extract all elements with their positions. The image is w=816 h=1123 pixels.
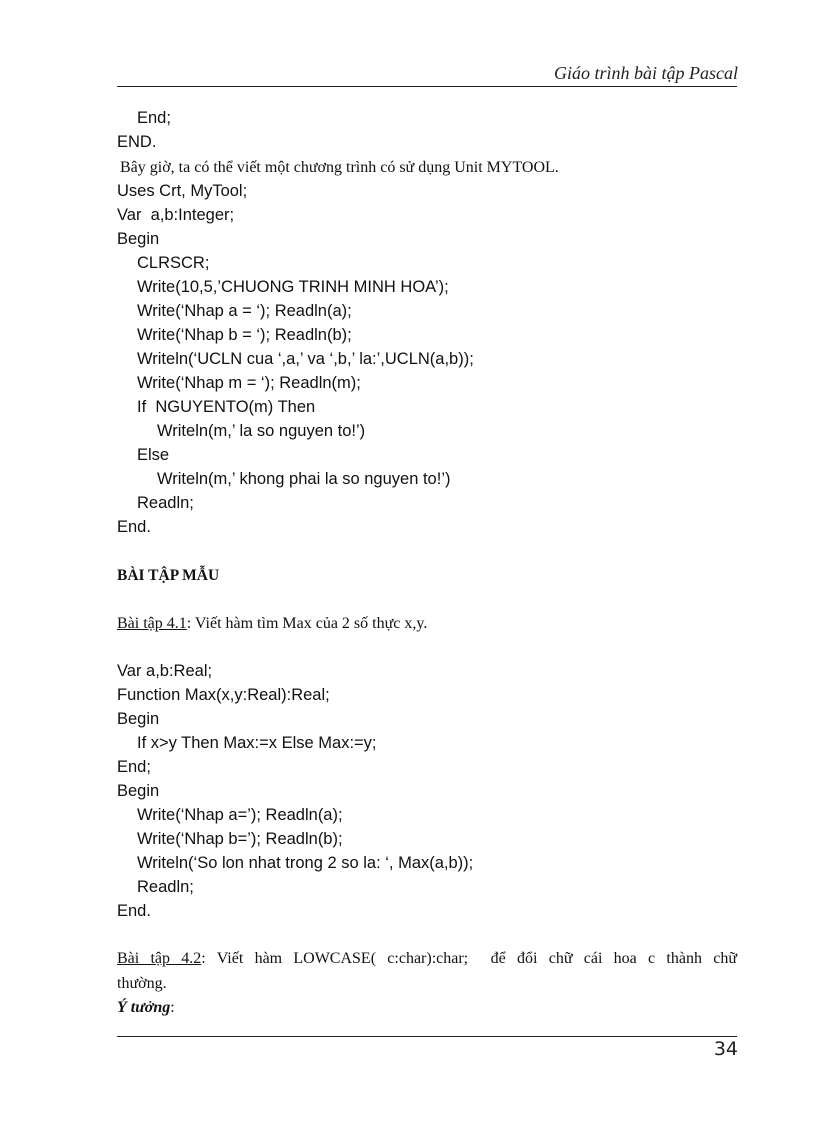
page-number: 34: [713, 1038, 738, 1060]
code-line: Write(‘Nhap a=’); Readln(a);: [137, 806, 343, 824]
code-line: Begin: [117, 230, 160, 248]
idea-label: Ý tưởng: [117, 999, 171, 1016]
code-line: Var a,b:Integer;: [117, 206, 235, 224]
code-line: Var a,b:Real;: [117, 662, 213, 680]
section-heading: BÀI TẬP MẪU: [117, 567, 220, 584]
code-line: If x>y Then Max:=x Else Max:=y;: [137, 734, 377, 752]
code-line: End.: [117, 902, 151, 920]
code-line: Begin: [117, 782, 160, 800]
code-line: Begin: [117, 710, 160, 728]
intro-paragraph: Bây giờ, ta có thể viết một chương trình có sử dụng Unit MYTOOL.: [120, 159, 559, 176]
code-line: Write(‘Nhap m = ‘); Readln(m);: [137, 374, 361, 392]
code-line: End;: [117, 758, 151, 776]
exercise-4-2-label: Bài tập 4.2: [117, 950, 202, 967]
code-line: Writeln(m,’ khong phai la so nguyen to!’): [157, 470, 451, 488]
exercise-4-1-statement: [117, 615, 427, 633]
footer-rule: [117, 1036, 737, 1037]
exercise-4-2-text: : Viết hàm LOWCASE( c:char):char; để đổi chữ cái hoa c thành chữ: [201, 950, 738, 967]
code-line: Writeln(‘So lon nhat trong 2 so la: ‘, Max(a,b));: [137, 854, 474, 872]
code-line: CLRSCR;: [137, 254, 210, 272]
idea-heading: [117, 999, 175, 1017]
idea-colon: :: [170, 999, 175, 1016]
exercise-4-2-continuation: thường.: [117, 975, 167, 992]
code-line: Write(‘Nhap b = ‘); Readln(b);: [137, 326, 352, 344]
exercise-4-1-label: Bài tập 4.1: [117, 615, 187, 632]
page-header-title: Giáo trình bài tập Pascal: [554, 63, 738, 83]
exercise-4-2-statement: [117, 950, 737, 968]
code-line: Write(‘Nhap b=’); Readln(b);: [137, 830, 343, 848]
exercise-4-1-text: : Viết hàm tìm Max của 2 số thực x,y.: [186, 615, 428, 632]
code-line: If NGUYENTO(m) Then: [137, 398, 316, 416]
header-rule: [117, 86, 737, 87]
code-line: Write(‘Nhap a = ‘); Readln(a);: [137, 302, 352, 320]
code-line: Writeln(m,’ la so nguyen to!’): [157, 422, 366, 440]
code-line: Writeln(‘UCLN cua ‘,a,’ va ‘,b,’ la:’,UCLN(a,b));: [137, 350, 474, 368]
code-line: END.: [117, 133, 157, 151]
code-line: End;: [137, 109, 171, 127]
code-line: Readln;: [137, 878, 194, 896]
code-line: Else: [137, 446, 170, 464]
code-line: Readln;: [137, 494, 194, 512]
code-line: Write(10,5,’CHUONG TRINH MINH HOA’);: [137, 278, 449, 296]
code-line: End.: [117, 518, 151, 536]
code-line: Uses Crt, MyTool;: [117, 182, 248, 200]
code-line: Function Max(x,y:Real):Real;: [117, 686, 330, 704]
